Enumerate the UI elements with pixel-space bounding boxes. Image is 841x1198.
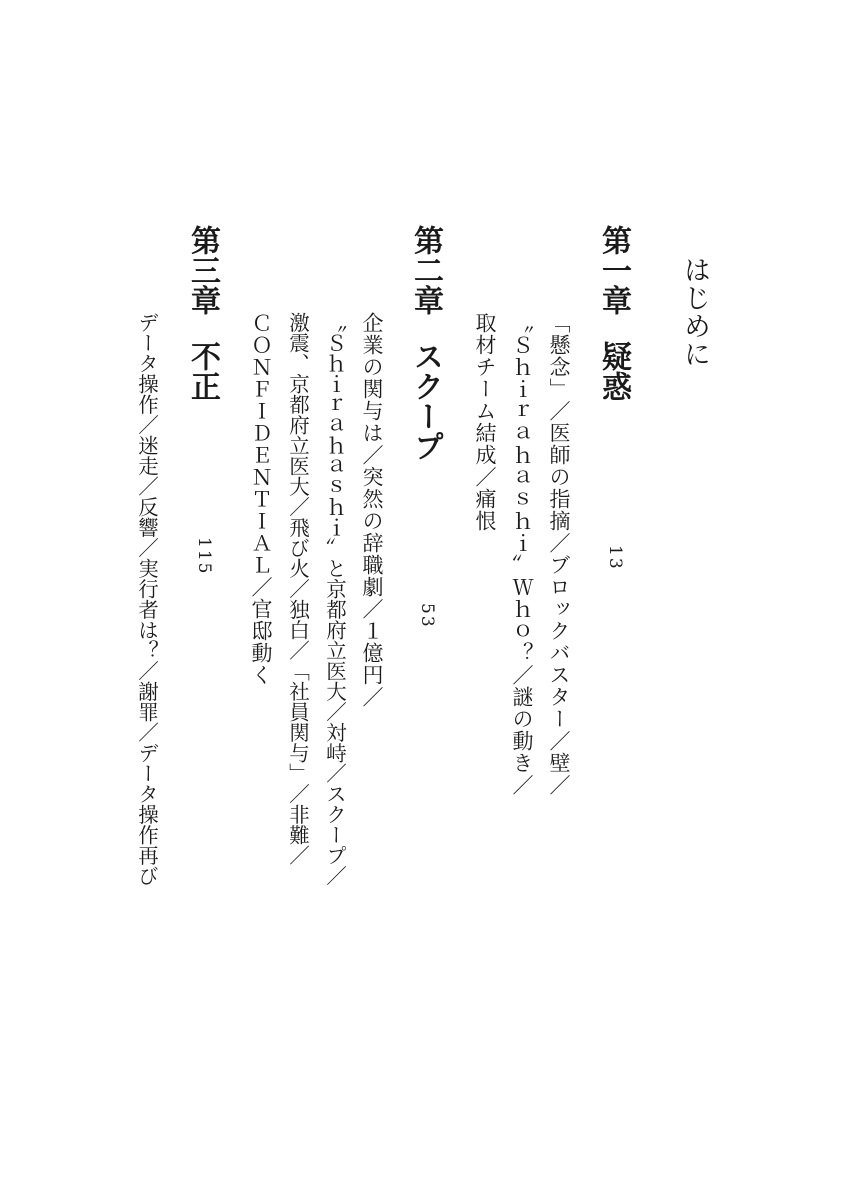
- chapter-2-section-line: 〝Ｓｈｉｒａｈａｓｈｉ〟と京都府立医大／対峙／スクープ／: [322, 312, 347, 886]
- chapter-3-title: 不正: [185, 341, 220, 401]
- chapter-1-section-line: 〝Ｓｈｉｒａｈａｓｈｉ〟Ｗｈｏ？／謎の動き／: [510, 312, 534, 796]
- chapter-3-section-line: データ操作／迷走／反響／実行者は？／謝罪／データ操作再び: [134, 312, 159, 886]
- chapter-2-page-number: 53: [417, 603, 437, 629]
- chapter-2-title: スクープ: [408, 341, 443, 461]
- chapter-1-title: 疑惑: [596, 341, 631, 401]
- chapter-2-section-line: 企業の関与は／突然の辞職劇／１億円／: [360, 312, 384, 708]
- chapter-3-page-number: 115: [194, 537, 214, 576]
- chapter-2-section-line: ＣＯＮＦＩＤＥＮＴＩＡＬ／官邸動く: [249, 312, 273, 686]
- chapter-1-section-line: 取材チーム結成／痛恨: [473, 312, 497, 532]
- intro-title: はじめに: [679, 256, 710, 368]
- chapter-1-number: 第一章: [596, 225, 631, 315]
- chapter-1-section-line: 「懸念」／医師の指摘／ブロックバスター／壁／: [547, 312, 571, 796]
- chapter-2-section-line: 激震、京都府立医大／飛び火／独白／「社員関与」／非難／: [285, 312, 310, 866]
- chapter-2-number: 第二章: [408, 225, 443, 315]
- chapter-3-heading: [185, 225, 220, 401]
- chapter-1-heading: [596, 225, 631, 401]
- chapter-1-page-number: 13: [605, 545, 625, 571]
- chapter-2-heading: [408, 225, 443, 461]
- chapter-3-number: 第三章: [185, 225, 220, 315]
